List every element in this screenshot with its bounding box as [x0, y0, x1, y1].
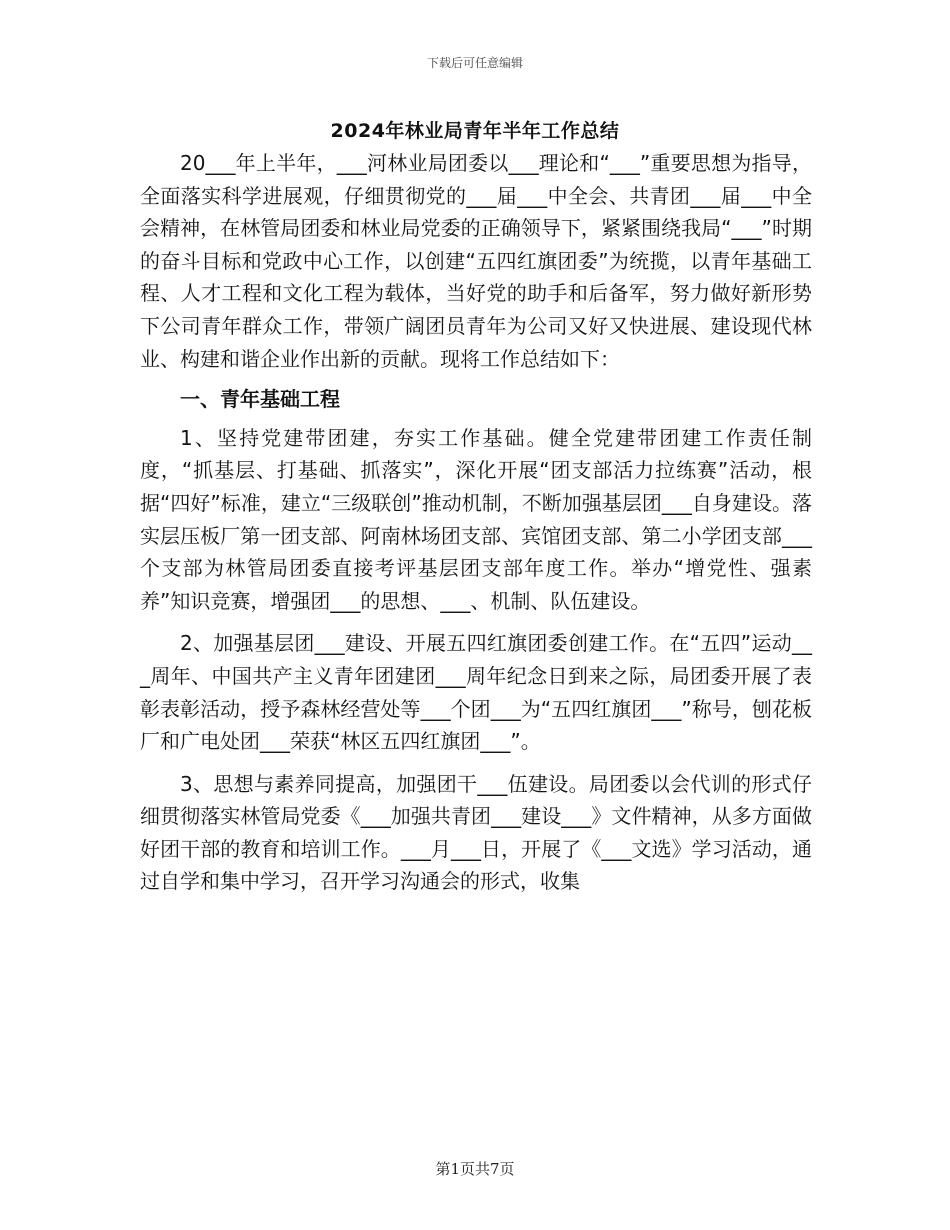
header-note: 下载后可任意编辑 — [426, 56, 523, 70]
document-body — [140, 147, 812, 898]
section-heading: 一、青年基础工程 — [180, 387, 340, 412]
paragraph-2: 2、加强基层团___建设、开展五四红旗团委创建工作。在“五四”运动___周年、中国共产主义青年团建团___周年纪念日到来之际，局团委开展了表彰表彰活动，授予森林经营处等___个团___为“五四红旗团___”称号，刨花板厂和广电处团___荣获“林区五四红旗团___”。 — [140, 631, 812, 754]
document-title: 2024年林业局青年半年工作总结 — [330, 120, 620, 142]
paragraph-3: 3、思想与素养同提高，加强团干___伍建设。局团委以会代训的形式仔细贯彻落实林管局党委《___加强共青团___建设___》文件精神，从多方面做好团干部的教育和培训工作。___月___日，开展了《___文选》学习活动，通过自学和集中学习，召开学习沟通会的形式，收集 — [140, 771, 812, 894]
intro-paragraph: 20___年上半年，___河林业局团委以___理论和“___”重要思想为指导，全面落实科学进展观，仔细贯彻党的___届___中全会、共青团___届___中全会精神，在林管局团委和林业局党委的正确领导下，紧紧围绕我局“___”时期的奋斗目标和党政中心工作，以创建“五四红旗团委”为统揽，以青年基础工程、人才工程和文化工程为载体，当好党的助手和后备军，努力做好新形势下公司青年群众工作，带领广阔团员青年为公司又好又快进展、建设现代林业、构建和谐企业作出新的贡献。现将工作总结如下： — [140, 151, 812, 371]
page-footer: 第1页共7页 — [435, 1160, 515, 1178]
paragraph-1: 1、坚持党建带团建，夯实工作基础。健全党建带团建工作责任制度，“抓基层、打基础、抓落实”，深化开展“团支部活力拉练赛”活动，根据“四好”标准，建立“三级联创”推动机制，不断加强基层团___自身建设。落实层压板厂第一团支部、阿南林场团支部、宾馆团支部、第二小学团支部___个支部为林管局团委直接考评基层团支部年度工作。举办“增党性、强素养”知识竞赛，增强团___的思想、___、机制、队伍建设。 — [140, 425, 812, 613]
